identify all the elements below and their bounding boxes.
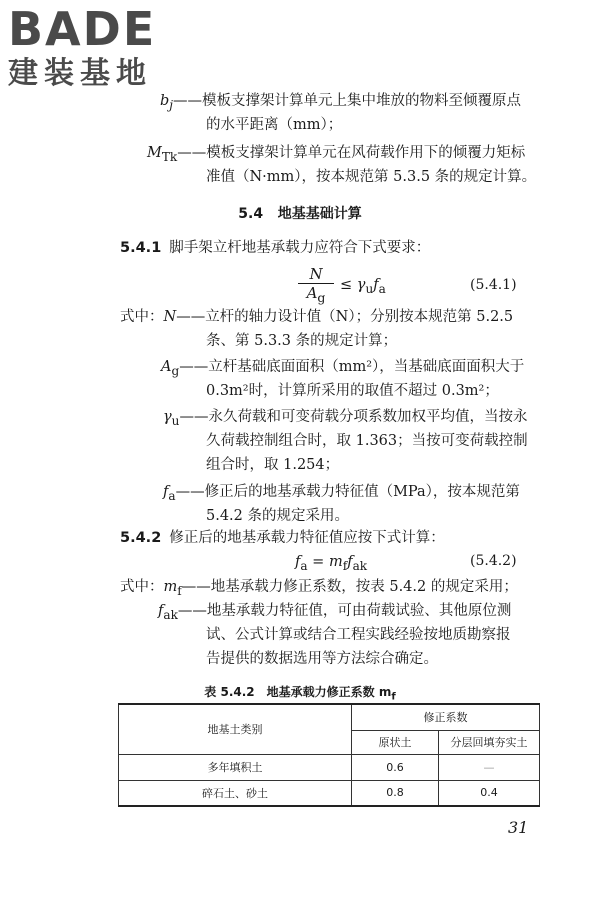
formula-5-4-2: $f_a = m_ff_{ak}$: [295, 554, 368, 573]
def-fa-cont: 5.4.2 条的规定采用。: [206, 508, 350, 524]
section-heading: 5.4 地基基础计算: [238, 206, 362, 222]
def-gamma-u-cont2: 组合时，取 1.254；: [206, 457, 340, 473]
def-mtk-cont: 准值（N·mm），按本规范第 5.3.5 条的规定计算。: [206, 169, 537, 185]
page-number: 31: [508, 818, 529, 837]
def-fak-cont2: 告提供的数据选用等方法综合确定。: [206, 651, 438, 667]
def-mtk: $M_{Tk}——$模板支撑架计算单元在风荷载作用下的倾覆力矩标: [147, 145, 526, 164]
def-fa: $f_a——$修正后的地基承载力特征值（MPa），按本规范第: [163, 484, 520, 503]
def-fak-cont1: 试、公式计算或结合工程实践经验按地质勘察报: [206, 627, 511, 643]
logo-subtitle: 建装基地: [8, 56, 152, 91]
def-ag-cont: 0.3m²时，计算所采用的取值不超过 0.3m²；: [206, 383, 499, 399]
clause-5-4-1: 5.4.1 脚手架立杆地基承载力应符合下式要求：: [120, 240, 431, 256]
def-ag: $A_g——$立杆基础底面面积（mm²），当基础底面面积大于: [161, 359, 525, 378]
def-gamma-u: $\gamma_u——$永久荷载和可变荷载分项系数加权平均值，当按永: [163, 409, 528, 428]
def-n: 式中：N——立杆的轴力设计值（N）；分别按本规范第 5.2.5: [120, 309, 514, 325]
header-soil-type: 地基土类别: [119, 704, 352, 754]
clause-5-4-2: 5.4.2 修正后的地基承载力特征值应按下式计算：: [120, 530, 445, 546]
header-compacted: 分层回填夯实土: [439, 730, 540, 754]
header-undisturbed: 原状土: [352, 730, 439, 754]
def-bj: $b_j——$模板支撑架计算单元上集中堆放的物料至倾覆原点: [160, 93, 522, 112]
eq-number-5-4-1: (5.4.1): [470, 277, 517, 293]
def-mf: 式中：$m_f——$地基承载力修正系数，按表 5.4.2 的规定采用；: [120, 579, 518, 598]
table-row: 多年填积土 0.6 —: [119, 754, 540, 780]
formula-rhs: ≤ $\gamma_uf_a$: [340, 277, 386, 296]
table-row: 碎石土、砂土 0.8 0.4: [119, 780, 540, 806]
def-fak: $f_{ak}——$地基承载力特征值，可由荷载试验、其他原位测: [158, 603, 512, 622]
def-n-cont: 条、第 5.3.3 条的规定计算；: [206, 333, 398, 349]
header-coefficient: 修正系数: [352, 704, 540, 730]
logo-wordmark: BADE: [8, 2, 157, 56]
table-title: 表 5.4.2 地基承载力修正系数 $m_f$: [204, 685, 396, 703]
coefficient-table: [118, 703, 540, 807]
brand-logo: [8, 4, 178, 92]
def-bj-cont: 的水平距离（mm）；: [206, 117, 343, 133]
formula-fraction: N $A_g$: [296, 265, 336, 307]
eq-number-5-4-2: (5.4.2): [470, 553, 517, 569]
def-gamma-u-cont1: 久荷载控制组合时，取 1.363；当按可变荷载控制: [206, 433, 528, 449]
